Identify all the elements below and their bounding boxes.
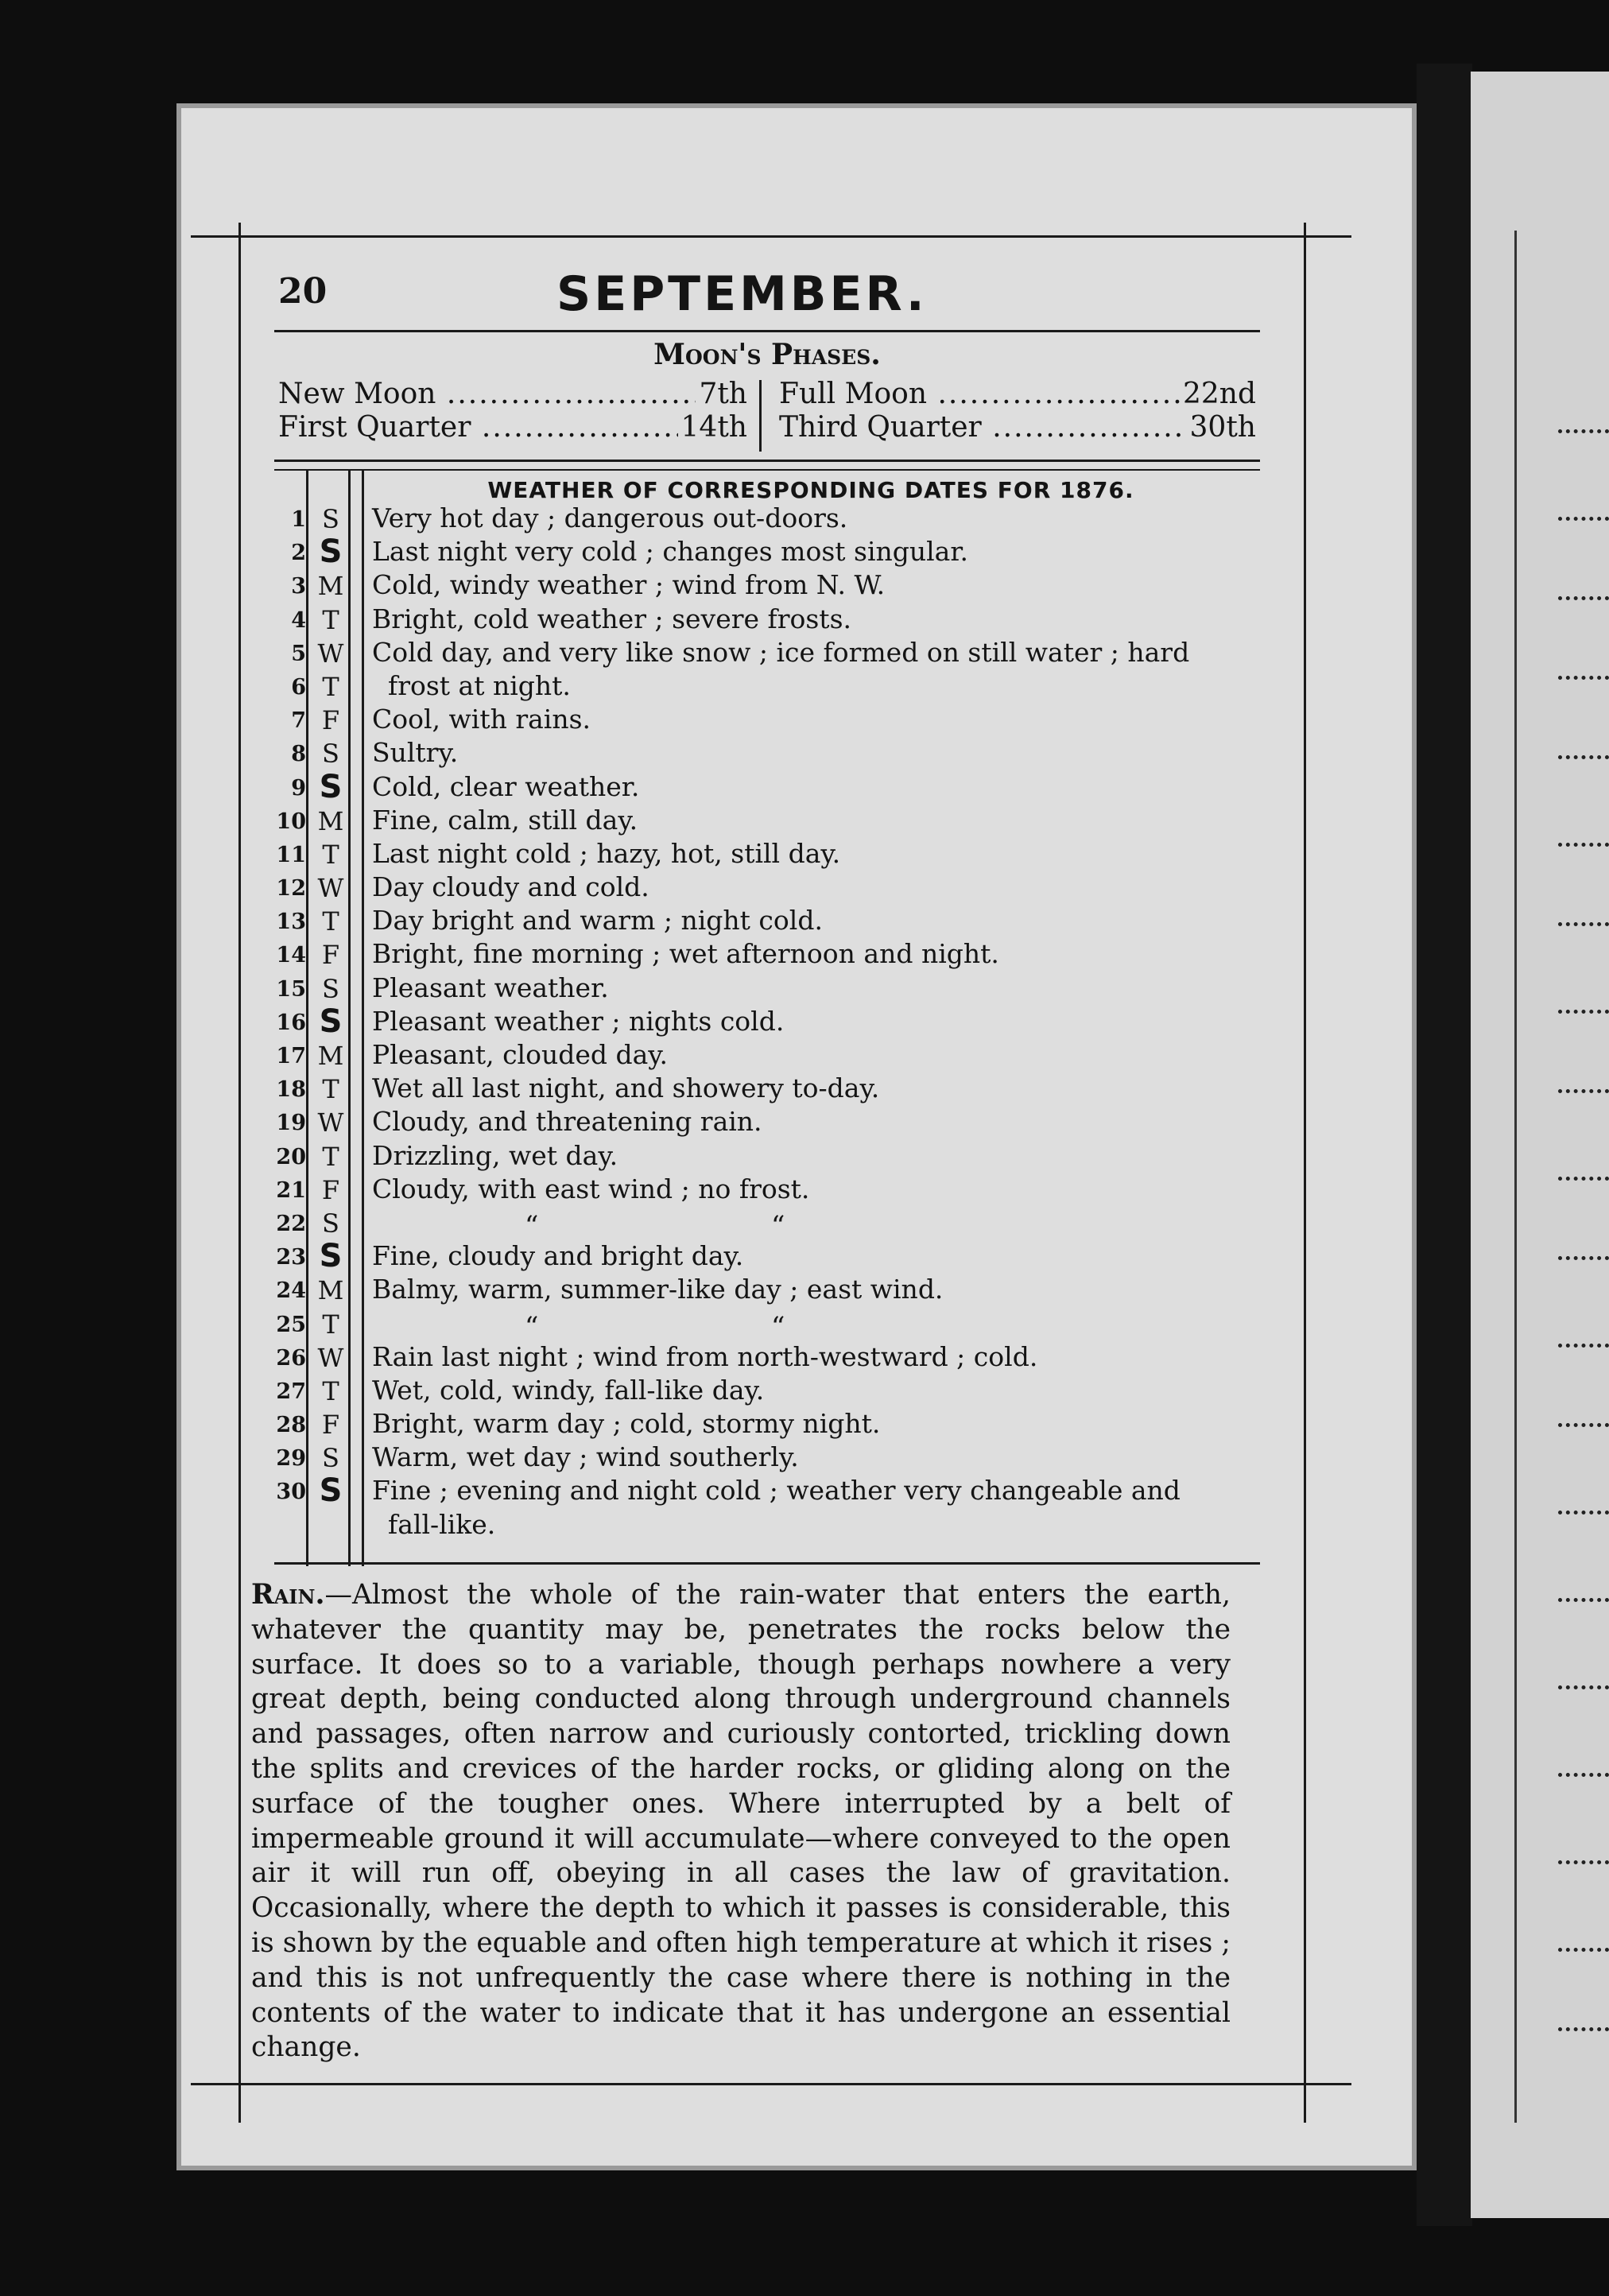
weather-row (262, 902, 1264, 935)
weather-row (262, 1371, 1264, 1405)
weather-note: Warm, wet day ; wind southerly. (372, 1441, 799, 1473)
weekday-letter: W (317, 873, 344, 904)
date-number: 25 (276, 1312, 306, 1337)
weather-row (262, 935, 1264, 971)
facing-page-dots (1558, 1089, 1609, 1093)
frame-right-rule (1304, 223, 1306, 2123)
date-number: 12 (276, 876, 306, 902)
weekday-letter: T (322, 906, 339, 937)
facing-page-dots (1558, 1256, 1609, 1260)
phases-divider (759, 380, 762, 452)
weather-note: Drizzling, wet day. (372, 1139, 618, 1171)
phase-new-moon (278, 378, 747, 410)
phases-rule-thin (274, 469, 1260, 471)
phase-full-moon (779, 378, 1256, 410)
page-number: 20 (278, 271, 328, 312)
weekday-letter: S (322, 1208, 339, 1239)
facing-page-dots (1558, 922, 1609, 926)
facing-page-dots (1558, 1344, 1609, 1348)
weather-row (262, 1270, 1264, 1304)
weekday-letter: T (322, 1074, 339, 1105)
phase-value: 7th (696, 378, 747, 410)
date-number: 30 (276, 1480, 306, 1505)
weekday-letter: M (317, 571, 344, 602)
weather-note: Fine, cloudy and bright day. (372, 1240, 744, 1272)
weather-row (262, 1003, 1264, 1040)
weather-note: Wet, cold, windy, fall-like day. (372, 1374, 765, 1406)
date-number: 20 (276, 1144, 306, 1169)
weekday-letter: T (322, 604, 339, 635)
date-number: 9 (291, 775, 306, 801)
weather-note: Pleasant weather. (372, 972, 609, 1003)
phase-value: 30th (1187, 411, 1256, 444)
header-rule (274, 330, 1260, 332)
facing-page-dots (1558, 517, 1609, 521)
weather-row (262, 1137, 1264, 1170)
ditto-mark: “ (771, 1209, 785, 1242)
phase-label: First Quarter ..... (278, 411, 747, 444)
weather-row (262, 600, 1264, 634)
weather-row (262, 667, 1264, 700)
facing-page-rule (1514, 231, 1517, 2123)
weekday-letter: F (321, 705, 340, 736)
weekday-letter: F (321, 1410, 340, 1441)
rain-paragraph (251, 1578, 1231, 2065)
weather-table-title: WEATHER OF CORRESPONDING DATES FOR 1876. (487, 477, 1134, 503)
weather-note: Day bright and warm ; night cold. (372, 905, 823, 937)
weekday-letter: W (317, 1107, 344, 1138)
facing-page-dots (1558, 843, 1609, 847)
date-number: 4 (291, 607, 306, 633)
weekday-letter: F (321, 940, 340, 971)
weather-note: Bright, fine morning ; wet afternoon and night. (372, 938, 999, 970)
month-title: SEPTEMBER. (556, 266, 928, 322)
table-bottom-rule (274, 1562, 1260, 1565)
ditto-mark: “ (771, 1310, 785, 1343)
date-number: 7 (291, 708, 306, 734)
date-number: 17 (276, 1044, 306, 1068)
book-gutter (1417, 64, 1472, 2226)
weekday-letter: T (322, 1309, 339, 1340)
weather-row (262, 1170, 1264, 1204)
facing-page-dots (1558, 1948, 1609, 1952)
weather-note: fall-like. (388, 1508, 496, 1540)
weather-row (262, 700, 1264, 734)
phase-label: Third Quarter ..... (779, 411, 1256, 444)
date-number: 19 (276, 1111, 306, 1136)
weather-note: Balmy, warm, summer-like day ; east wind. (372, 1274, 944, 1305)
date-number: 29 (276, 1446, 306, 1472)
weekday-letter: S (322, 973, 339, 1004)
facing-page-edge (1471, 72, 1609, 2218)
weather-row (262, 1069, 1264, 1103)
weekday-letter: S (322, 1443, 339, 1474)
weather-row (262, 1305, 1264, 1343)
weekday-letter: M (317, 1041, 344, 1071)
date-number: 21 (276, 1177, 306, 1203)
date-number: 6 (291, 674, 306, 700)
ditto-mark: “ (525, 1310, 539, 1343)
phase-first-quarter (278, 411, 747, 444)
facing-page-dots (1558, 676, 1609, 680)
date-number: 24 (276, 1278, 306, 1304)
frame-top-rule (191, 235, 1351, 238)
weather-note: Pleasant, clouded day. (372, 1039, 669, 1070)
weather-note: Very hot day ; dangerous out-doors. (372, 502, 848, 533)
weekday-letter: W (317, 1342, 344, 1373)
weather-row (262, 801, 1264, 835)
weather-row (262, 1472, 1264, 1510)
weather-note: Last night very cold ; changes most singular. (372, 536, 968, 568)
facing-page-dots (1558, 1423, 1609, 1427)
weather-note: Cloudy, and threatening rain. (372, 1106, 762, 1138)
facing-page-dots (1558, 1773, 1609, 1777)
weather-note: Last night cold ; hazy, hot, still day. (372, 837, 841, 869)
date-number: 13 (276, 909, 306, 935)
weather-note: Sultry. (372, 737, 459, 769)
weather-note: Wet all last night, and showery to-day. (372, 1072, 880, 1104)
date-number: 14 (276, 943, 306, 968)
page-header (278, 266, 1256, 322)
weather-row (262, 969, 1264, 1003)
date-number: 8 (291, 742, 306, 767)
phase-label: Full Moon ..... (779, 378, 1256, 410)
date-number: 23 (276, 1245, 306, 1270)
date-number: 2 (291, 541, 306, 566)
frame-left-rule (238, 223, 241, 2123)
weather-note: Fine ; evening and night cold ; weather very changeable and (372, 1475, 1181, 1507)
weather-row (262, 734, 1264, 770)
weather-note: Fine, calm, still day. (372, 804, 638, 836)
weather-note: Cold, windy weather ; wind from N. W. (372, 569, 886, 601)
weekday-letter: T (322, 671, 339, 702)
weather-row (262, 768, 1264, 805)
facing-page-dots (1558, 1685, 1609, 1689)
date-number: 10 (276, 809, 306, 834)
weekday-letter: S (322, 504, 339, 534)
weather-row (262, 499, 1264, 533)
weather-row (262, 566, 1264, 602)
date-number: 26 (276, 1345, 306, 1371)
moon-phases-title: Moon's Phases. (653, 338, 881, 371)
weather-note: Cold, clear weather. (372, 770, 640, 802)
phases-rule (274, 460, 1260, 462)
facing-page-dots (1558, 1511, 1609, 1515)
weather-row (262, 634, 1264, 667)
weekday-letter: S (319, 1003, 343, 1040)
date-number: 15 (276, 976, 306, 1002)
date-number: 3 (291, 574, 306, 599)
frame-bottom-rule (191, 2083, 1351, 2085)
weather-note: Cold day, and very like snow ; ice formed on still water ; hard (372, 636, 1190, 668)
weather-row (262, 1506, 1264, 1539)
weekday-letter: T (322, 1375, 339, 1406)
weather-row (262, 1237, 1264, 1275)
facing-page-dots (1558, 1010, 1609, 1014)
weather-row (262, 868, 1264, 902)
facing-page-dots (1558, 1598, 1609, 1602)
rain-text: —Almost the whole of the rain-water that enters the earth, whatever the quantity may be, penetrates the rocks below the surface. It does so to a variable, though perhaps nowhere a very great depth, being conducted along through underground channels and passages, often narrow and curiously contorted, trickling down the splits and crevices of the harder rocks, or gliding along on the surface of the tougher ones. Where interrupted by a belt of impermeable ground it will accumulate—where conveyed to the open air it will run off, obeying in all cases the law of gravitation. Occasionally, where the depth to which it passes is considerable, this is shown by the equable and often high temperature at which it rises ; and this is not unfrequently the case where there is nothing in the contents of the water to indicate that it has undergone an essential change. (251, 1579, 1231, 2064)
weather-row (262, 533, 1264, 571)
date-number: 11 (276, 842, 306, 867)
facing-page-dots (1558, 2027, 1609, 2031)
weekday-letter: T (322, 1141, 339, 1172)
date-number: 27 (276, 1379, 306, 1404)
weather-row (262, 1338, 1264, 1371)
weather-row (262, 1103, 1264, 1136)
weather-note: Bright, warm day ; cold, stormy night. (372, 1408, 881, 1440)
facing-page-dots (1558, 596, 1609, 600)
facing-page-dots (1558, 1860, 1609, 1864)
weather-note: Bright, cold weather ; severe frosts. (372, 603, 851, 634)
facing-page-dots (1558, 1177, 1609, 1181)
date-number: 22 (276, 1211, 306, 1236)
weekday-letter: F (321, 1174, 340, 1205)
weather-note: Cool, with rains. (372, 704, 591, 735)
weather-row (262, 1405, 1264, 1441)
weekday-letter: S (322, 739, 339, 770)
weather-note: frost at night. (388, 669, 571, 701)
weekday-letter: M (317, 1275, 344, 1306)
phase-value: 22nd (1180, 378, 1256, 410)
weekday-letter: S (319, 1472, 343, 1510)
rain-label: Rain. (251, 1579, 325, 1611)
date-number: 16 (276, 1010, 306, 1035)
weekday-letter: M (317, 805, 344, 836)
weekday-letter: S (319, 768, 343, 805)
weather-row (262, 835, 1264, 868)
weather-note: Pleasant weather ; nights cold. (372, 1005, 785, 1037)
weather-table (262, 499, 1264, 1539)
weather-row (262, 1438, 1264, 1472)
weekday-letter: T (322, 839, 339, 870)
date-number: 1 (291, 507, 306, 532)
phase-label: New Moon ..... (278, 378, 747, 410)
phase-value: 14th (678, 411, 747, 444)
phase-third-quarter (779, 411, 1256, 444)
facing-page-dots (1558, 755, 1609, 759)
weekday-letter: S (319, 533, 343, 571)
weather-note: Rain last night ; wind from north-westward ; cold. (372, 1340, 1038, 1372)
weather-note: Day cloudy and cold. (372, 871, 649, 903)
facing-page-dots (1558, 429, 1609, 433)
ditto-mark: “ (525, 1209, 539, 1242)
weekday-letter: W (317, 638, 344, 669)
weather-note: Cloudy, with east wind ; no frost. (372, 1173, 810, 1204)
date-number: 5 (291, 641, 306, 666)
weather-row (262, 1036, 1264, 1069)
weekday-letter: S (319, 1238, 343, 1275)
date-number: 18 (276, 1077, 306, 1103)
weather-row (262, 1204, 1264, 1242)
date-number: 28 (276, 1413, 306, 1438)
